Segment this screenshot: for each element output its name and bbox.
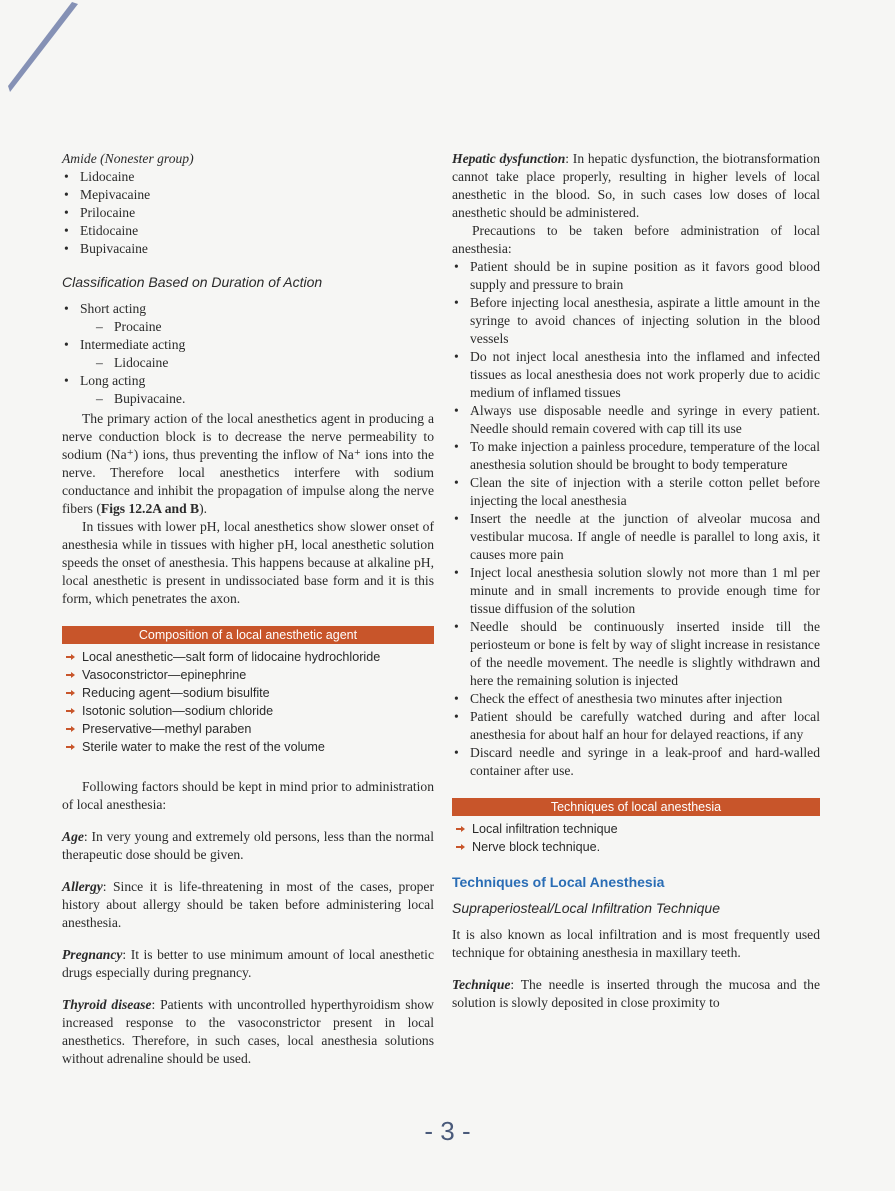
list-item: • Lidocaine — [62, 168, 434, 186]
section-heading: Techniques of Local Anesthesia — [452, 874, 665, 890]
factor-thyroid — [62, 996, 434, 1068]
mechanism-end: ). — [199, 501, 208, 516]
factor-pregnancy — [62, 946, 434, 982]
duration-example: – Bupivacaine. — [96, 390, 434, 408]
right-column — [452, 150, 820, 1012]
factor-term: Age — [62, 829, 84, 844]
duration-example: – Procaine — [96, 318, 434, 336]
precautions-intro: Precautions to be taken before administration of local anesthesia: — [452, 223, 820, 256]
factor-text: : Since it is life-threatening in most of the cases, proper history about allergy should be taken before administering local anesthesia. — [62, 879, 434, 930]
factor-text: : Patients with uncontrolled hyperthyroidism show increased response to the vasoconstrictor present in local anesthetics. Therefore, in such cases, local anesthesia solutions without adrenaline should be used. — [62, 997, 434, 1066]
list-item: • To make injection a painless procedure, temperature of the local anesthesia solution should be brought to body temperature — [452, 438, 820, 474]
infiltration-paragraph: It is also known as local infiltration and is most frequently used technique for obtaining anesthesia in maxillary teeth. — [452, 927, 820, 960]
factor-age — [62, 828, 434, 864]
precautions-list — [452, 258, 820, 780]
list-item: • Always use disposable needle and syringe in every patient. Needle should remain covered with cap till its use — [452, 402, 820, 438]
page-number: - 3 - — [424, 1116, 471, 1146]
mechanism-paragraph — [62, 410, 434, 518]
hepatic-term: Hepatic dysfunction — [452, 151, 566, 166]
list-item: • Discard needle and syringe in a leak-proof and hard-walled container after use. — [452, 744, 820, 780]
list-item: Nerve block technique. — [452, 838, 820, 856]
duration-label: Long acting — [80, 373, 146, 388]
ph-paragraph: In tissues with lower pH, local anesthetics show slower onset of anesthesia while in tissues with higher pH, local anesthetic solution speeds the onset of anesthesia. This happens because at alkaline pH, local anesthetic is present in undissociated base form and it is this form, which penetrates the axon. — [62, 519, 434, 606]
list-item: • Inject local anesthesia solution slowly not more than 1 ml per minute and in small increments to provide enough time for tissue diffusion of the solution — [452, 564, 820, 618]
pen-stroke-mark — [0, 0, 90, 100]
amide-heading: Amide (Nonester group) — [62, 151, 194, 166]
factors-intro: Following factors should be kept in mind prior to administration of local anesthesia: — [62, 779, 434, 812]
factor-term: Pregnancy — [62, 947, 123, 962]
factor-term: Allergy — [62, 879, 103, 894]
techniques-box-list — [452, 820, 820, 856]
hepatic-text: : In hepatic dysfunction, the biotransformation cannot take place properly, resulting in higher levels of local anesthetic in the blood. So, in such cases low doses of local anesthetic should be administered. — [452, 151, 820, 220]
list-item: Isotonic solution—sodium chloride — [62, 702, 434, 720]
list-item: Local infiltration technique — [452, 820, 820, 838]
techniques-box-title: Techniques of local anesthesia — [452, 798, 820, 816]
composition-list — [62, 648, 434, 756]
list-item: • Patient should be in supine position as it favors good blood supply and pressure to brain — [452, 258, 820, 294]
list-item: • Check the effect of anesthesia two minutes after injection — [452, 690, 820, 708]
amide-list — [62, 168, 434, 258]
list-item: Reducing agent—sodium bisulfite — [62, 684, 434, 702]
list-item: Sterile water to make the rest of the volume — [62, 738, 434, 756]
technique-term: Technique — [452, 977, 511, 992]
list-item: • Before injecting local anesthesia, aspirate a little amount in the syringe to avoid chances of injecting solution in the blood vessels — [452, 294, 820, 348]
factor-allergy — [62, 878, 434, 932]
duration-example: – Lidocaine — [96, 354, 434, 372]
list-item: • Do not inject local anesthesia into the inflamed and infected tissues as local anesthesia does not work properly due to acidic medium of inflamed tissues — [452, 348, 820, 402]
list-item: • Mepivacaine — [62, 186, 434, 204]
list-item — [62, 336, 434, 372]
duration-heading: Classification Based on Duration of Action — [62, 274, 323, 290]
list-item — [62, 300, 434, 336]
factor-text: : It is better to use minimum amount of local anesthetic drugs especially during pregnancy. — [62, 947, 434, 980]
list-item: Preservative—methyl paraben — [62, 720, 434, 738]
figure-reference[interactable]: Figs 12.2A and B — [100, 501, 200, 516]
list-item: • Etidocaine — [62, 222, 434, 240]
factor-term: Thyroid disease — [62, 997, 152, 1012]
list-item: • Insert the needle at the junction of alveolar mucosa and vestibular mucosa. If angle of needle is parallel to long axis, it causes more pain — [452, 510, 820, 564]
list-item: • Needle should be continuously inserted inside till the periosteum or bone is felt by way of slight increase in resistance of the needle movement. The needle is slightly withdrawn and here the remaining solution is injected — [452, 618, 820, 690]
duration-label: Short acting — [80, 301, 147, 316]
list-item: • Patient should be carefully watched during and after local anesthesia for about half an hour for delayed reactions, if any — [452, 708, 820, 744]
duration-label: Intermediate acting — [80, 337, 186, 352]
list-item: • Bupivacaine — [62, 240, 434, 258]
duration-list — [62, 300, 434, 408]
subsection-heading: Supraperiosteal/Local Infiltration Technique — [452, 900, 720, 916]
factor-text: : In very young and extremely old persons, less than the normal therapeutic dose should be given. — [62, 829, 434, 862]
list-item — [62, 372, 434, 408]
technique-text: : The needle is inserted through the mucosa and the solution is slowly deposited in close proximity to — [452, 977, 820, 1010]
technique-paragraph — [452, 976, 820, 1012]
list-item: Vasoconstrictor—epinephrine — [62, 666, 434, 684]
composition-box-title: Composition of a local anesthetic agent — [62, 626, 434, 644]
list-item: • Clean the site of injection with a sterile cotton pellet before injecting the local anesthesia — [452, 474, 820, 510]
list-item: • Prilocaine — [62, 204, 434, 222]
left-column — [62, 150, 434, 1068]
mechanism-text: The primary action of the local anesthetics agent in producing a nerve conduction block is to decrease the nerve permeability to sodium (Na⁺) ions, thus preventing the inflow of Na⁺ ions into the nerve. Therefore local anesthetics interfere with sodium conductance and inhibit the propagation of impulse along the nerve fibers ( — [62, 411, 434, 516]
list-item: Local anesthetic—salt form of lidocaine hydrochloride — [62, 648, 434, 666]
hepatic-paragraph — [452, 150, 820, 222]
